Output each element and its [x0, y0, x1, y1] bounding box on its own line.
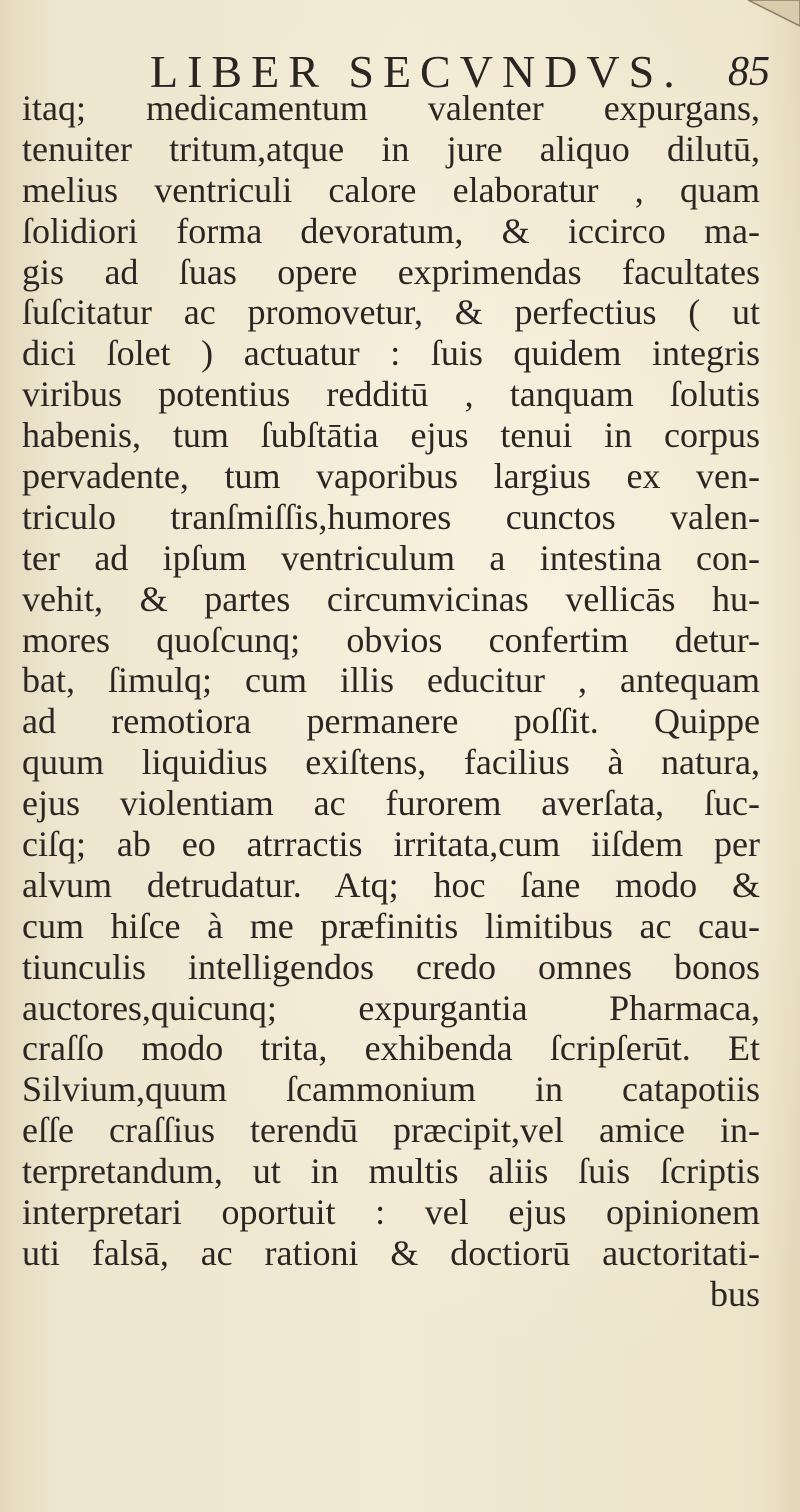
text-line: bat, ſimulq; cum illis educitur , antequam [22, 660, 760, 701]
text-line: ſolidiori forma devoratum, & iccirco ma- [22, 210, 760, 251]
text-line: cum hiſce à me præfinitis limitibus ac cau- [22, 905, 760, 946]
text-line: ciſq; ab eo atrractis irritata,cum iiſdem per [22, 824, 760, 865]
text-line: tenuiter tritum,atque in jure aliquo dilutū, [22, 128, 760, 169]
text-line: viribus potentius redditū , tanquam ſolutis [22, 374, 760, 415]
page-corner-fold [740, 0, 800, 30]
text-line: melius ventriculi calore elaboratur , quam [22, 169, 760, 210]
text-line: auctores,quicunq; expurgantia Pharmaca, [22, 987, 760, 1028]
text-line: triculo tranſmiſſis,humores cunctos valen- [22, 496, 760, 537]
text-line: vehit, & partes circumvicinas vellicās hu- [22, 578, 760, 619]
text-line: quum liquidius exiſtens, facilius à natura, [22, 742, 760, 783]
text-line: ejus violentiam ac furorem averſata, ſuc- [22, 783, 760, 824]
text-line: alvum detrudatur. Atq; hoc ſane modo & [22, 864, 760, 905]
text-line: ter ad ipſum ventriculum a intestina con- [22, 537, 760, 578]
text-line: ſuſcitatur ac promovetur, & perfectius ( ut [22, 292, 760, 333]
text-line: craſſo modo trita, exhibenda ſcripſerūt. Et [22, 1028, 760, 1069]
running-head: LIBER SECVNDVS. [150, 46, 684, 97]
text-line: interpretari oportuit : vel ejus opinionem [22, 1192, 760, 1233]
text-line: Silvium,quum ſcammonium in catapotiis [22, 1069, 760, 1110]
text-line: gis ad ſuas opere exprimendas facultates [22, 251, 760, 292]
text-line: eſſe craſſius terendū præcipit,vel amice in- [22, 1110, 760, 1151]
text-line: itaq; medicamentum valenter expurgans, [22, 88, 760, 128]
text-line: mores quoſcunq; obvios confertim detur- [22, 619, 760, 660]
text-line: uti falsā, ac rationi & doctiorū auctoritati- [22, 1232, 760, 1273]
text-line: pervadente, tum vaporibus largius ex ven- [22, 456, 760, 497]
body-text [22, 88, 760, 1315]
text-line: terpretandum, ut in multis aliis ſuis ſcriptis [22, 1151, 760, 1192]
catchword: bus [709, 1273, 760, 1314]
text-line: ad remotiora permanere poſſit. Quippe [22, 701, 760, 742]
page-number: 85 [728, 49, 770, 95]
text-line: tiunculis intelligendos credo omnes bonos [22, 946, 760, 987]
text-line: habenis, tum ſubſtātia ejus tenui in corpus [22, 415, 760, 456]
text-line: dici ſolet ) actuatur : ſuis quidem integris [22, 333, 760, 374]
